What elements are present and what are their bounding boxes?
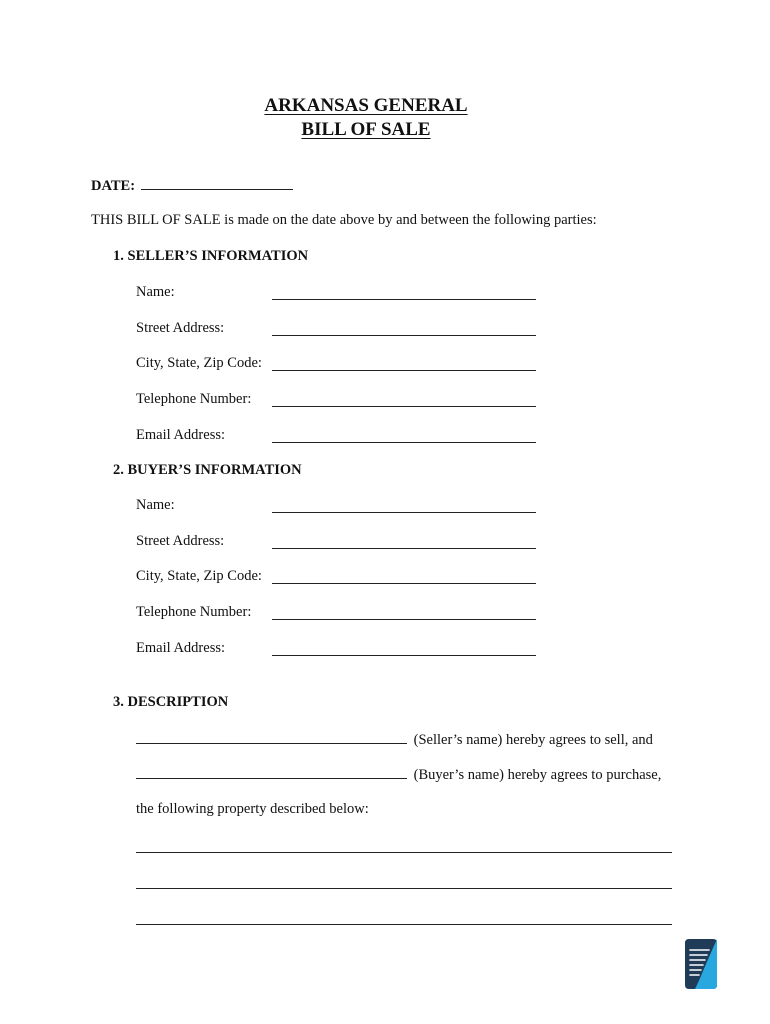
buyer-field-label: City, State, Zip Code:	[136, 568, 262, 584]
property-line-3[interactable]	[136, 924, 672, 925]
date-blank[interactable]	[141, 177, 293, 190]
property-intro: the following property described below:	[136, 801, 369, 817]
date-label: DATE:	[91, 178, 136, 194]
buyer-name-blank[interactable]	[136, 766, 407, 779]
document-title-line2: BILL OF SALE	[301, 119, 431, 140]
seller-field-label: Telephone Number:	[136, 391, 252, 407]
seller-field-label: Street Address:	[136, 320, 225, 336]
intro-text: THIS BILL OF SALE is made on the date above by and between the following parties:	[91, 212, 597, 228]
buyer-field-blank[interactable]	[272, 583, 536, 584]
buyer-field-blank[interactable]	[272, 655, 536, 656]
seller-field-label: Name:	[136, 284, 175, 300]
seller-name-blank[interactable]	[136, 731, 407, 744]
buyer-field-label: Telephone Number:	[136, 604, 252, 620]
buyer-field-label: Street Address:	[136, 533, 225, 549]
seller-field-blank[interactable]	[272, 299, 536, 300]
date-row	[91, 177, 293, 195]
seller-field-blank[interactable]	[272, 406, 536, 407]
buyer-name-text: (Buyer’s name) hereby agrees to purchase,	[413, 767, 662, 783]
seller-field-blank[interactable]	[272, 335, 536, 336]
seller-heading: 1. SELLER’S INFORMATION	[113, 248, 309, 264]
document-quill-logo-icon	[683, 937, 719, 991]
buyer-heading: 2. BUYER’S INFORMATION	[113, 462, 302, 478]
property-line-2[interactable]	[136, 888, 672, 889]
seller-field-blank[interactable]	[272, 442, 536, 443]
buyer-field-label: Name:	[136, 497, 175, 513]
buyer-name-row	[136, 766, 661, 784]
buyer-field-blank[interactable]	[272, 512, 536, 513]
property-line-1[interactable]	[136, 852, 672, 853]
seller-field-label: Email Address:	[136, 427, 226, 443]
buyer-field-blank[interactable]	[272, 548, 536, 549]
seller-name-text: (Seller’s name) hereby agrees to sell, and	[413, 732, 653, 748]
buyer-field-label: Email Address:	[136, 640, 226, 656]
document-title-line1: ARKANSAS GENERAL	[264, 95, 468, 116]
seller-name-row	[136, 731, 653, 749]
description-heading: 3. DESCRIPTION	[113, 694, 229, 710]
seller-field-blank[interactable]	[272, 370, 536, 371]
seller-field-label: City, State, Zip Code:	[136, 355, 262, 371]
buyer-field-blank[interactable]	[272, 619, 536, 620]
